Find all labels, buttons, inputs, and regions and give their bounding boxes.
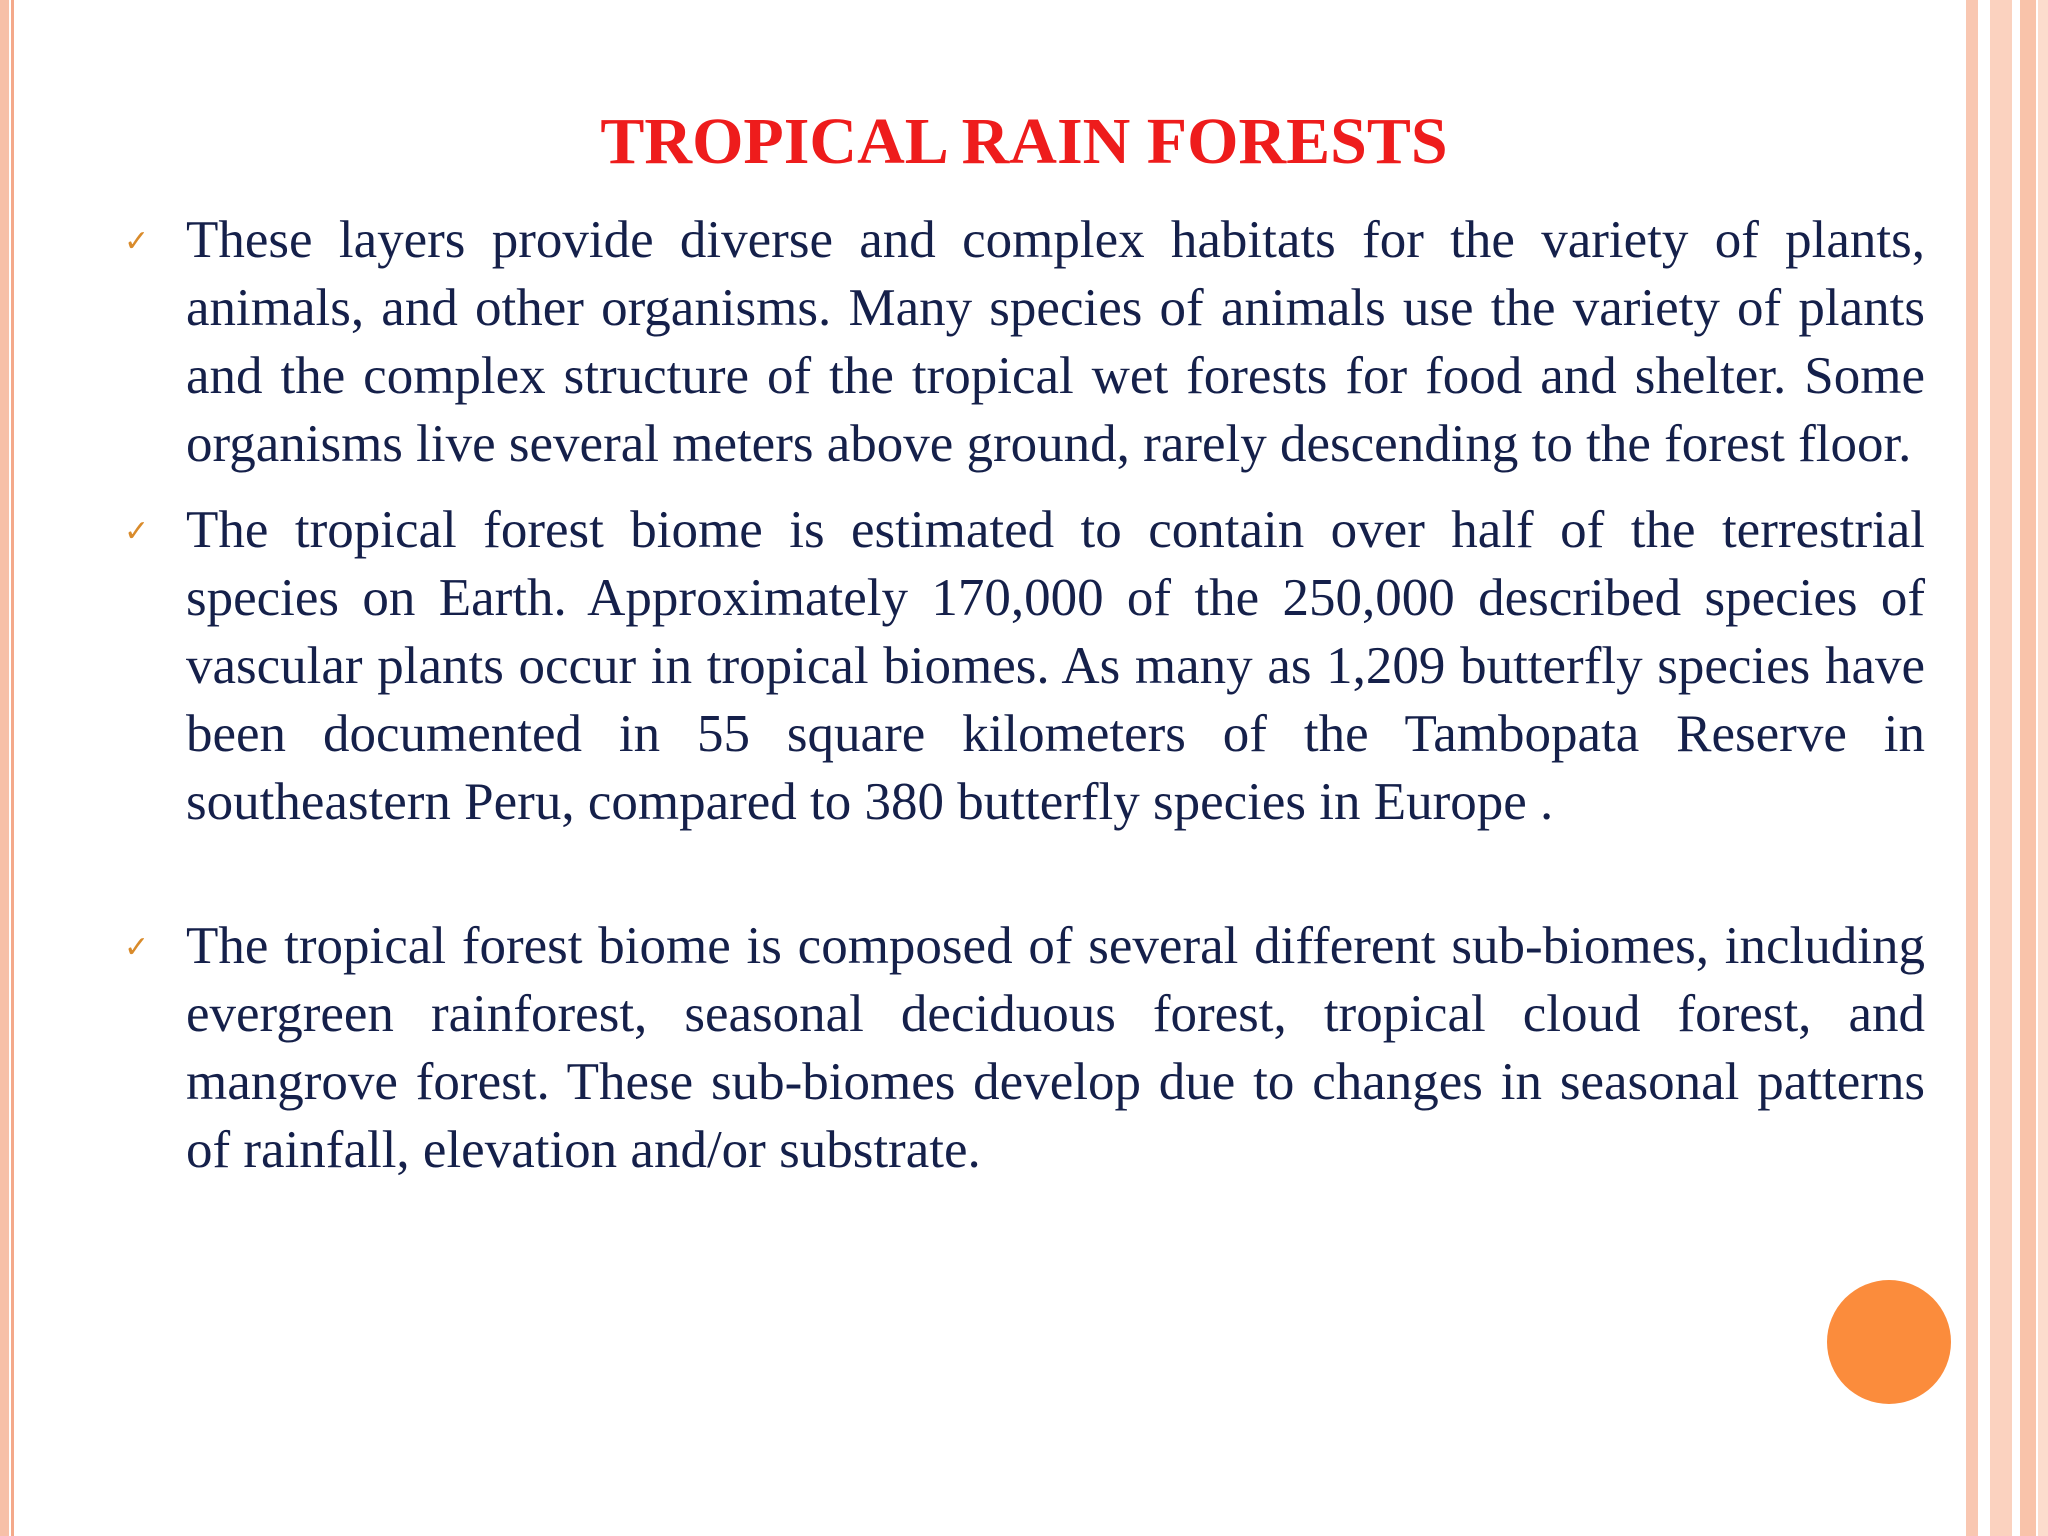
checkmark-icon: ✓ (124, 224, 150, 259)
decorative-orange-circle (1827, 1280, 1951, 1404)
right-border-band (1966, 0, 2048, 1536)
right-border-stripe (2020, 0, 2036, 1536)
bullet-list (120, 206, 1925, 1184)
bullet-text: The tropical forest biome is estimated to contain over half of the terrestrial species on Earth. Approximately 170,000 of the 250,000 described species of vascular plants occur in tropical biomes. As many as 1,209 butterfly species have been documented in 55 square kilometers of the Tambopata Reserve in southeastern Peru, compared to 380 butterfly species in Europe . (186, 501, 1925, 831)
slide-title: TROPICAL RAIN FORESTS (600, 105, 1448, 178)
bullet-item (120, 912, 1925, 1184)
right-border-gap (2014, 0, 2018, 1536)
left-border-stripe (0, 0, 9, 1536)
checkmark-icon: ✓ (124, 930, 150, 965)
bullet-item (120, 496, 1925, 836)
right-border-stripe (2038, 0, 2048, 1536)
bullet-text: These layers provide diverse and complex habitats for the variety of plants, animals, and other organisms. Many species of animals use the variety of plants and the complex structure of the tropical wet forests for food and shelter. Some organisms live several meters above ground, rarely descending to the forest floor. (186, 211, 1925, 473)
bullet-item (120, 206, 1925, 478)
right-border-gap (1982, 0, 1986, 1536)
right-border-stripe (1966, 0, 1978, 1536)
bullet-text: The tropical forest biome is composed of several different sub-biomes, including evergreen rainforest, seasonal deciduous forest, tropical cloud forest, and mangrove forest. These sub-biomes develop due to changes in seasonal patterns of rainfall, elevation and/or substrate. (186, 917, 1925, 1179)
checkmark-icon: ✓ (124, 514, 150, 549)
right-border-stripe (1990, 0, 2012, 1536)
left-border-line (11, 0, 14, 1536)
